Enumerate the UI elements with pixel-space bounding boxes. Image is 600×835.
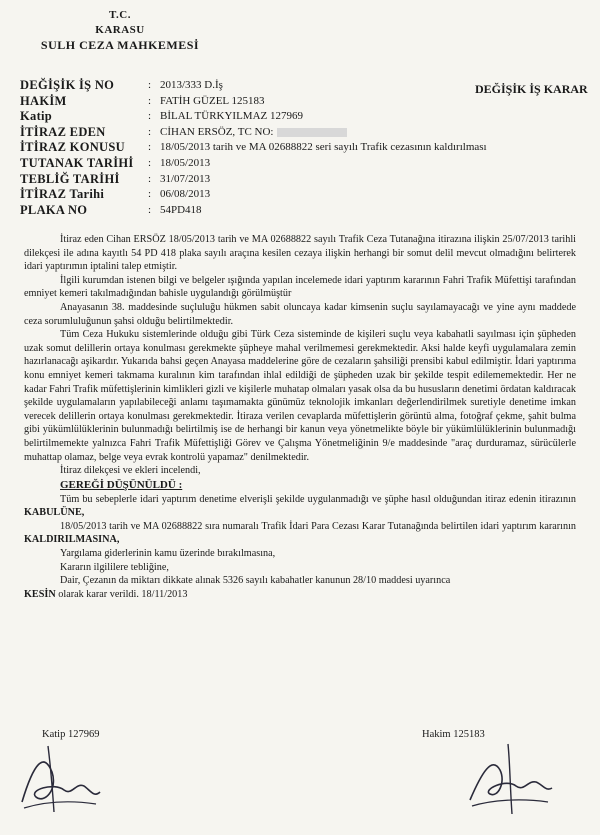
field-colon: : — [148, 156, 152, 169]
field-label: TUTANAK TARİHİ — [20, 155, 134, 170]
field-row — [20, 78, 580, 94]
clerk-label: Katip 127969 — [42, 729, 100, 740]
field-label: TEBLİĞ TARİHİ — [20, 171, 120, 186]
field-label: HAKİM — [20, 93, 67, 108]
field-colon: : — [148, 188, 152, 201]
final-text: olarak karar verildi. 18/11/2013 — [58, 588, 188, 600]
paragraph-final — [24, 588, 576, 602]
field-row — [20, 140, 580, 156]
field-row — [20, 203, 580, 219]
field-value: 31/07/2013 — [160, 172, 211, 185]
field-colon: : — [148, 203, 152, 216]
field-value: BİLAL TÜRKYILMAZ 127969 — [160, 110, 303, 123]
paragraph-legal-basis: Dair, Çezanın da miktarı dikkate alınak 5326 sayılı kabahatler kanunun 28/10 maddesi uyarınca — [60, 575, 451, 587]
field-value: 54PD418 — [160, 203, 202, 216]
field-colon: : — [148, 172, 152, 185]
field-label: DEĞİŞİK İŞ NO — [20, 78, 115, 92]
field-label: İTİRAZ KONUSU — [20, 140, 125, 155]
field-label: İTİRAZ EDEN — [20, 124, 106, 139]
clerk-signature-icon — [14, 742, 104, 822]
field-value: 18/05/2013 — [160, 156, 211, 169]
field-colon: : — [148, 110, 152, 123]
header-court-name: SULH CEZA MAHKEMESİ — [40, 38, 200, 52]
paragraph-reviewed: İtiraz dilekçesi ve ekleri incelendi, — [60, 465, 201, 477]
paragraph-acceptance — [24, 493, 576, 520]
field-value: 18/05/2013 tarih ve MA 02688822 seri sayılı Trafik cezasının kaldırılması — [160, 141, 487, 154]
court-header — [20, 8, 220, 53]
field-row — [20, 187, 580, 203]
header-city: KARASU — [95, 24, 145, 36]
field-row — [20, 94, 580, 110]
field-label: İTİRAZ Tarihi — [20, 187, 105, 202]
field-value: FATİH GÜZEL 125183 — [160, 94, 265, 107]
paragraph-objection: İtiraz eden Cihan ERSÖZ 18/05/2013 tarih ve MA 02688822 sayılı Trafik Ceza Tutanağına itirazına ilişkin 25/07/2013 tarihli dilekçesi ile adına kayıtlı 54 PD 418 plaka sayılı araçına kesilen cezaya ilişkin herhangi bir somut delil mevcut olmadığını belirterek idari yaptırımın iptalini talep etmiştir. — [24, 234, 576, 273]
paragraph-annulment — [24, 520, 576, 547]
decision-body — [24, 233, 576, 601]
field-colon: : — [148, 125, 152, 138]
field-colon: : — [148, 94, 152, 107]
judge-signature-icon — [464, 742, 554, 822]
paragraph-constitution: Anayasanın 38. maddesinde suçluluğu hükmen sabit oluncaya kadar kimsenin suçlu sayılamayacağı ve yine aynı maddede ceza sorumluluğunun şahsi olduğu belirtilmektedir. — [24, 301, 576, 327]
annulment-verdict: KALDIRILMASINA, — [24, 534, 120, 546]
redacted-block — [277, 128, 347, 137]
field-value: 2013/333 D.İş — [160, 79, 223, 91]
field-row — [20, 156, 580, 172]
acceptance-text: Tüm bu sebeplerle idari yaptırım denetime elverişli şekilde uygulanmadığı ve şüphe hasıl olduğundan itiraz edenin itirazının — [60, 493, 576, 505]
field-colon: : — [148, 141, 152, 154]
field-row — [20, 125, 580, 141]
case-fields — [20, 78, 580, 218]
field-colon: : — [148, 79, 152, 91]
paragraph-notification: Kararın ilgililere tebliğine, — [60, 561, 169, 573]
field-row — [20, 172, 580, 188]
judge-label: Hakim 125183 — [422, 729, 485, 740]
annulment-text: 18/05/2013 tarih ve MA 02688822 sıra numaralı Trafik İdari Para Cezası Karar Tutanağında belirtilen idari yaptırım kararının — [60, 520, 576, 532]
decision-title: DEĞİŞİK İŞ KARAR — [475, 82, 588, 96]
acceptance-verdict: KABULÜNE, — [24, 507, 85, 519]
field-label: PLAKA NO — [20, 202, 88, 217]
field-value — [160, 125, 580, 141]
final-keyword: KESİN — [24, 588, 56, 600]
header-tc: T.C. — [109, 9, 131, 21]
field-value: 06/08/2013 — [160, 188, 211, 201]
paragraph-reasoning: Tüm Ceza Hukuku sistemlerinde olduğu gibi Türk Ceza sisteminde de kişileri suçlu veya kabahatli sayılması için şüpheden uzak somut delillerin ortaya konulması gerekmekte şüpheye mahal verilmemesi gerekmektedir. Aksi halde keyfi uygulamalara zemin hazırlanacağı aşikardır. Yukarıda bahsi geçen Anayasa maddelerine göre de cezaların şahsiliği prensibi kabul edilmiştir. İdari yaptırıma konu emniyet kemeri takmama kuralının kim tarafından ihlal edildiği de şüpheden uzak bir şekilde tespit edilememektedir. Her ne kadar Fahri Trafik müfettişlerinin kimlikleri gizli ve kişilerle muhatap olmaları yasak olsa da bu hususların denetimi ördatan kaldıracak şekilde uygulamaların yapılabileceği anlamı taşımamakta günümüz teknolojik imkanları değerlendirilmek suretiyle denetime imkan verecek delillerin ortaya konulması gerekmektedir. İtiraza verilen cevaplarda müfettişlerin görüntü alma, fotoğraf çekme, şahit bulma gibi yükümlülüklerinin bulunmadığı belirtilmiş ise de herhangi bir kanun veya yönetmelikte böyle bir yükümlülüklerinin bulunmadığı belirtilmemekte yalnızca Fahri Trafik Müfettişliği Görev ve Çalışma Yönetmeliğinin 9/e maddesinde "araç durduramaz, sürücülerle muhattap olamaz, belge veya evrak kontrolü yapamaz" denilmektedir. — [24, 329, 576, 463]
paragraph-costs: Yargılama giderlerinin kamu üzerinde bırakılmasına, — [60, 548, 276, 560]
field-row — [20, 109, 580, 125]
applicant-text: CİHAN ERSÖZ, TC NO: — [160, 125, 274, 138]
field-label: Katip — [20, 109, 53, 124]
paragraph-investigation: İlgili kurumdan istenen bilgi ve belgeler ışığında yapılan incelemede idari yaptırım kararının Fahri Trafik Müfettişi tarafından emniyet kemeri takılmadığından bahisle uygulandığı görülmüştür — [24, 274, 576, 300]
verdict-heading: GEREĞİ DÜŞÜNÜLDÜ : — [60, 478, 183, 491]
